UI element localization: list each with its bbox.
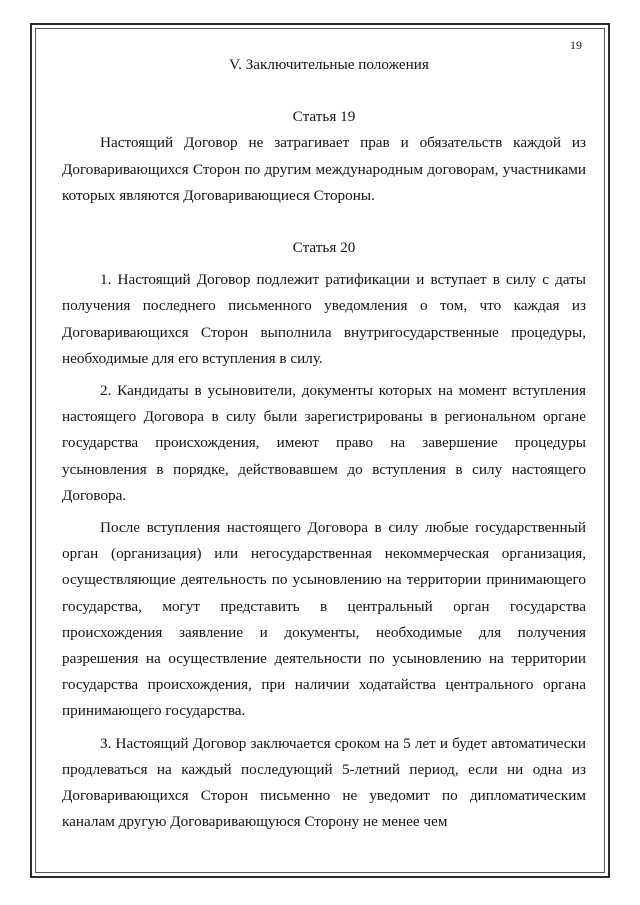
article-20-paragraph-4: 3. Настоящий Договор заключается сроком на 5 лет и будет автоматически продлеваться на каждый последующий 5-летний период, если ни одна из Договаривающихся Сторон письменно не уведомит по дипломатическим каналам другую Договаривающуюся Сторону не менее чем [62, 734, 586, 831]
document-body [62, 52, 586, 835]
section-title: V. Заключительные положения [229, 56, 429, 73]
article-20-paragraph-2: 2. Кандидаты в усыновители, документы которых на момент вступления настоящего Договора в силу были зарегистрированы в региональном органе государства происхождения, имеют право на завершение процедуры усыновления в порядке, действовавшем до вступления в силу настоящего Договора. [62, 382, 586, 504]
article-19-title: Статья 19 [292, 108, 356, 126]
article-19-paragraph-1: Настоящий Договор не затрагивает прав и обязательств каждой из Договаривающихся Сторон по другим международным договорам, участниками которых являются Договаривающиеся Стороны. [62, 134, 586, 204]
spacer [62, 209, 586, 235]
spacer [62, 78, 586, 104]
article-20-paragraph-3: После вступления настоящего Договора в силу любые государственный орган (организация) или негосударственная некоммерческая организация, осуществляющие деятельность по усыновлению на территории принимающего государства, могут представить в центральный орган государства происхождения заявление и документы, необходимые для получения разрешения на осуществление деятельности по усыновлению на территории государства происхождения, при наличии ходатайства центрального органа принимающего государства. [62, 519, 586, 720]
article-20-title: Статья 20 [292, 239, 356, 257]
page-number: 19 [570, 38, 582, 52]
article-20-paragraph-1: 1. Настоящий Договор подлежит ратификации и вступает в силу с даты получения последнего письменного уведомления о том, что каждая из Договаривающихся Сторон выполнила внутригосударственные процедуры, необходимые для его вступления в силу. [62, 271, 586, 367]
